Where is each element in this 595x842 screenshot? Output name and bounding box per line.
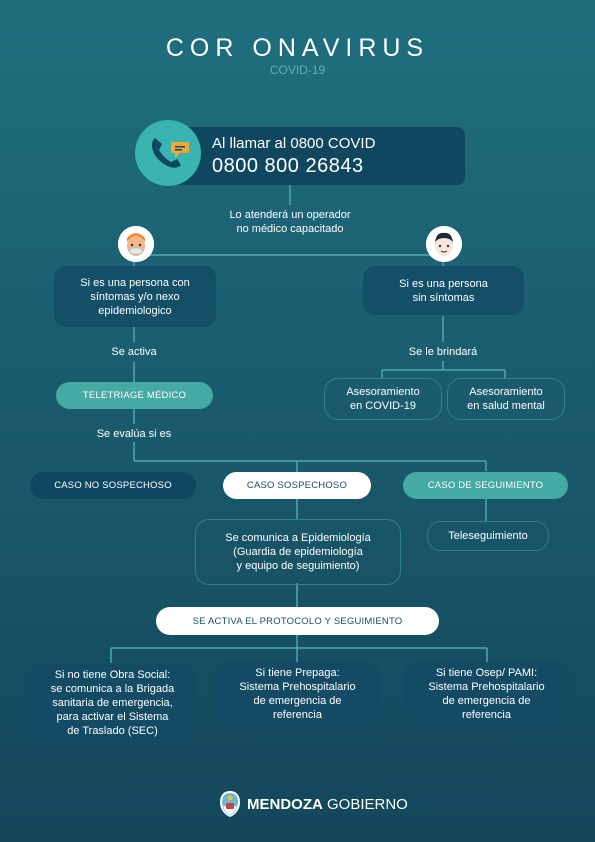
se-activa-text: Se activa xyxy=(111,346,157,358)
se-evalua-text: Se evalúa si es xyxy=(96,428,172,440)
asesoramiento-mental-box: Asesoramiento en salud mental xyxy=(447,378,565,420)
obra-social-box: Si no tiene Obra Social: se comunica a la Brigada sanitaria de emergencia, para activar el Sistema de Traslado (SEC) xyxy=(30,663,195,743)
no-symptoms-box: Si es una persona sin síntomas xyxy=(363,266,524,315)
page-title: COR ONAVIRUS xyxy=(165,34,430,62)
footer-brand-name: MENDOZA xyxy=(247,796,323,813)
call-label: Al llamar al 0800 COVID xyxy=(212,135,376,152)
operator-text: Lo atenderá un operador no médico capacitado xyxy=(229,209,351,235)
asesoramiento-covid-box: Asesoramiento en COVID-19 xyxy=(324,378,442,420)
teletriage-pill: TELETRIAGE MÉDICO xyxy=(56,382,213,409)
prepaga-box: Si tiene Prepaga: Sistema Prehospitalario de emergencia de referencia xyxy=(215,662,380,726)
protocolo-pill: SE ACTIVA EL PROTOCOLO Y SEGUIMIENTO xyxy=(156,607,439,635)
page-subtitle: COVID-19 xyxy=(269,63,326,77)
caso-seguimiento-pill: CASO DE SEGUIMIENTO xyxy=(403,472,568,499)
symptoms-box: Si es una persona con síntomas y/o nexo epidemiologico xyxy=(54,266,216,327)
phone-icon xyxy=(135,120,201,186)
healthy-person-icon xyxy=(426,226,462,262)
call-number: 0800 800 26843 xyxy=(212,155,364,177)
chat-bubble-icon xyxy=(171,142,189,158)
sick-person-icon xyxy=(118,226,154,262)
caso-sospechoso-pill: CASO SOSPECHOSO xyxy=(223,472,371,499)
osep-pami-box: Si tiene Osep/ PAMI: Sistema Prehospitalario de emergencia de referencia xyxy=(404,662,569,726)
se-le-brindara-text: Se le brindará xyxy=(408,346,478,358)
teleseguimiento-box: Teleseguimiento xyxy=(427,521,549,551)
epidemiologia-box: Se comunica a Epidemiología (Guardia de epidemiología y equipo de seguimiento) xyxy=(195,519,401,585)
footer-brand xyxy=(247,796,408,813)
mendoza-shield-icon xyxy=(219,790,241,818)
caso-no-sospechoso-pill: CASO NO SOSPECHOSO xyxy=(30,472,196,499)
footer-brand-suffix: GOBIERNO xyxy=(327,796,408,813)
